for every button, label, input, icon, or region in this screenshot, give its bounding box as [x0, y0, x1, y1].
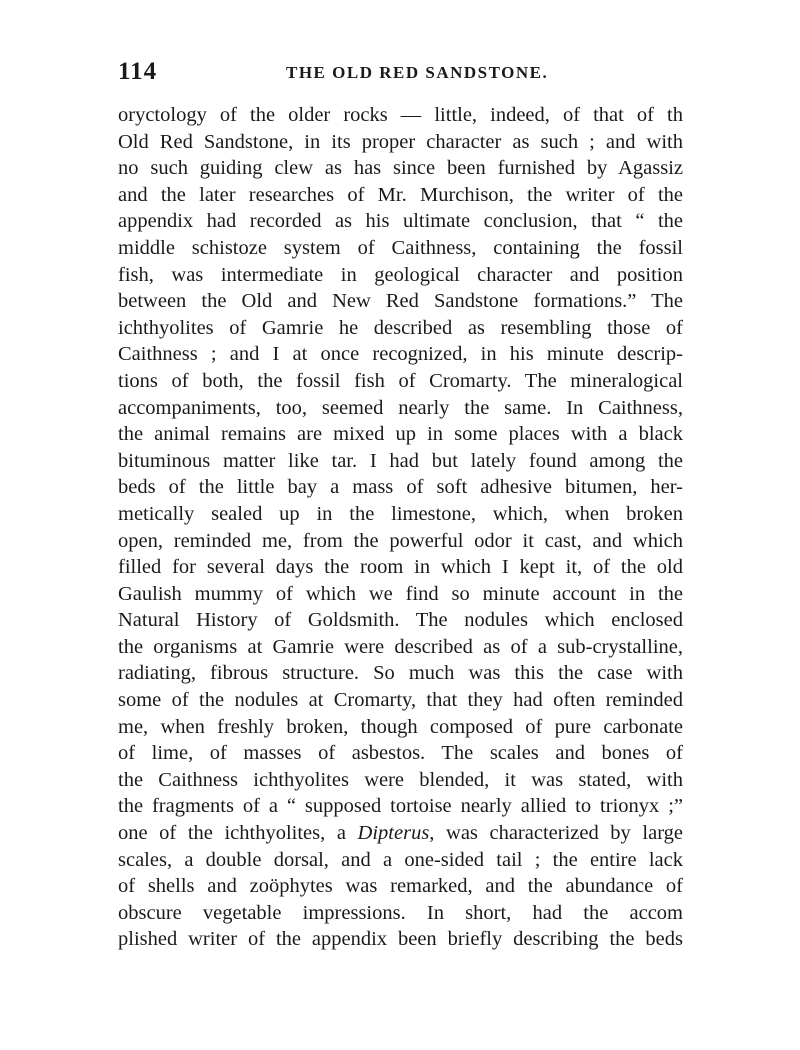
text-line: radiating, fibrous structure. So much was this the case with	[118, 662, 683, 685]
text-line: of shells and zoöphytes was remarked, and the abundance of	[118, 875, 683, 898]
text-line: accompaniments, too, seemed nearly the same. In Caithness,	[118, 396, 683, 419]
text-line: no such guiding clew as has since been furnished by Agassiz	[118, 157, 683, 180]
text-line: scales, a double dorsal, and a one-sided tail ; the entire lack	[118, 848, 683, 871]
running-head	[118, 58, 688, 88]
text-line: the organisms at Gamrie were described as of a sub-crystalline,	[118, 635, 683, 658]
running-title: THE OLD RED SANDSTONE.	[286, 63, 549, 82]
text-line: obscure vegetable impressions. In short, had the accom	[118, 901, 683, 924]
text-line: the fragments of a “ supposed tortoise nearly allied to trionyx ;”	[118, 795, 683, 818]
text-line: and the later researches of Mr. Murchison, the writer of the	[118, 183, 683, 206]
text-line: Old Red Sandstone, in its proper character as such ; and with	[118, 130, 683, 153]
body-text	[118, 102, 683, 953]
text-line: ichthyolites of Gamrie he described as resembling those of	[118, 316, 683, 339]
text-line: bituminous matter like tar. I had but lately found among the	[118, 449, 683, 472]
text-line: between the Old and New Red Sandstone formations.” The	[118, 290, 683, 313]
text-line: middle schistoze system of Caithness, containing the fossil	[118, 236, 683, 259]
text-line: of lime, of masses of asbestos. The scales and bones of	[118, 742, 683, 765]
text-line: beds of the little bay a mass of soft adhesive bitumen, her-	[118, 476, 683, 499]
text-line: open, reminded me, from the powerful odor it cast, and which	[118, 529, 683, 552]
text-line: the animal remains are mixed up in some places with a black	[118, 423, 683, 446]
text-line: Caithness ; and I at once recognized, in his minute descrip-	[118, 343, 683, 366]
text-line: plished writer of the appendix been briefly describing the beds	[118, 928, 683, 951]
text-line: me, when freshly broken, though composed of pure carbonate	[118, 715, 683, 738]
italic-genus-name: Dipterus	[357, 822, 430, 845]
text-line: Gaulish mummy of which we find so minute account in the	[118, 582, 683, 605]
text-line: some of the nodules at Cromarty, that they had often reminded	[118, 689, 683, 712]
text-line: one of the ichthyolites, a Dipterus, was characterized by large	[118, 822, 683, 845]
text-line: metically sealed up in the limestone, which, when broken	[118, 502, 683, 525]
text-line: the Caithness ichthyolites were blended, it was stated, with	[118, 768, 683, 791]
text-line: tions of both, the fossil fish of Cromarty. The mineralogical	[118, 369, 683, 392]
text-line: fish, was intermediate in geological character and position	[118, 263, 683, 286]
page-number: 114	[118, 58, 158, 85]
text-line: filled for several days the room in which I kept it, of the old	[118, 556, 683, 579]
text-line: Natural History of Goldsmith. The nodules which enclosed	[118, 609, 683, 632]
text-line: oryctology of the older rocks — little, indeed, of that of th	[118, 104, 683, 126]
text-line: appendix had recorded as his ultimate conclusion, that “ the	[118, 210, 683, 233]
